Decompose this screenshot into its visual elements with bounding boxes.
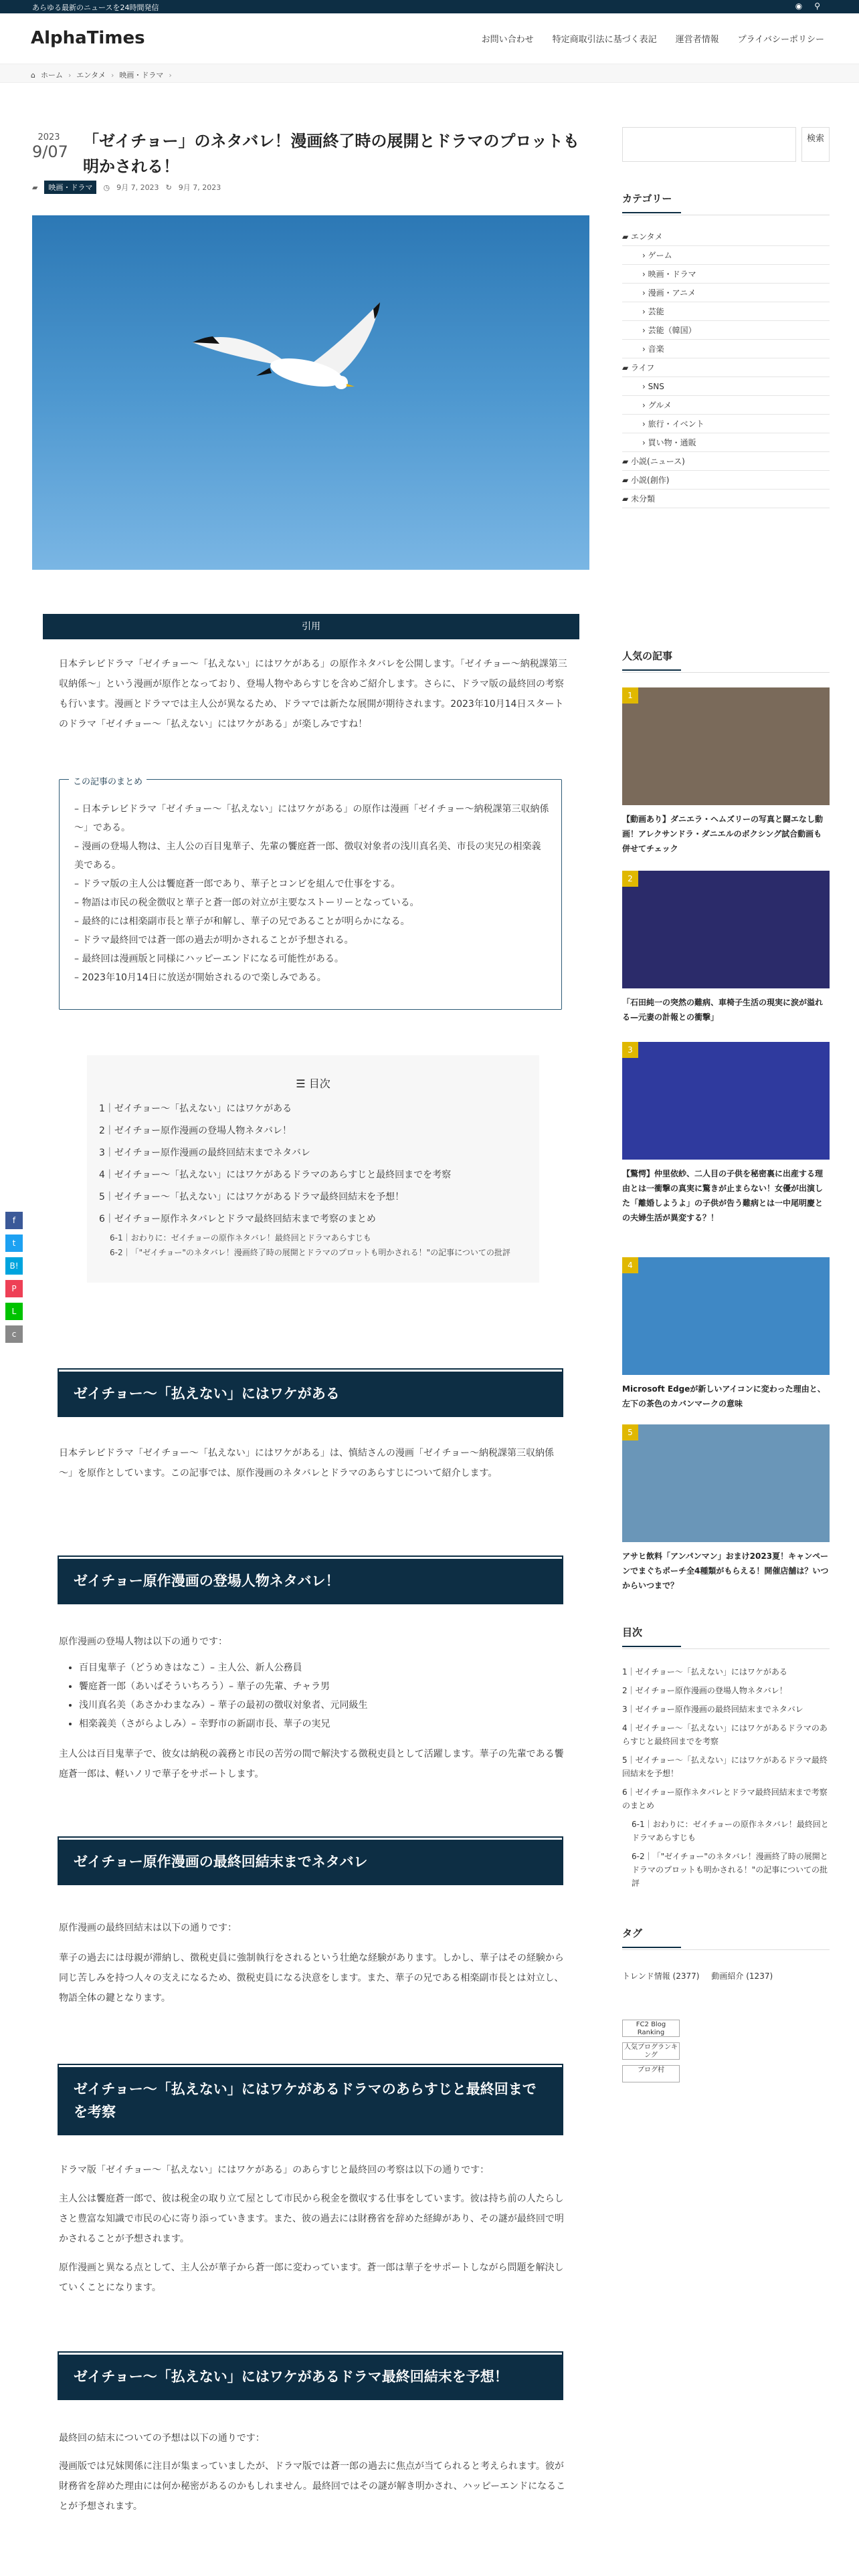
hatena-share-button[interactable]: B! xyxy=(5,1257,23,1275)
category-item[interactable]: › 映画・ドラマ xyxy=(622,265,830,284)
section-paragraph: 華子の過去には母親が滞納し、徴税吏員に強制執行をされるという壮絶な経験があります。しかし、華子はその経験から同じ苦しみを持つ人々の支えになるため、徴税吏員になる決意をします。また、華子の兄である相楽副市長とは対立し、物語全体の鍵となります。 xyxy=(59,1953,564,2004)
section-heading: ゼイチョー原作漫画の最終回結末までネタバレ xyxy=(59,1838,562,1884)
section-paragraph: 主人公は饗庭蒼一郎で、彼は税金の取り立て屋として市民から税金を徴収する仕事をしています。彼は持ち前の人たらしさと豊富な知識で市民の心に寄り添っていきます。また、彼の過去には財務省を辞めた経緯があり、その謎が最終回で明かされることが予想されます。 xyxy=(59,2193,564,2244)
section-heading: ゼイチョー～「払えない」にはワケがあるドラマ最終回結末を予想！ xyxy=(59,2353,562,2399)
hero-image xyxy=(32,215,589,570)
category-item[interactable]: › グルメ xyxy=(622,396,830,415)
summary-item: – ドラマ最終回では蒼一郎の過去が明かされることが予想される。 xyxy=(74,935,354,946)
toc-item[interactable]: 2｜ゼイチョー原作漫画の登場人物ネタバレ！ xyxy=(99,1125,292,1136)
toc-subitem[interactable]: 6-2｜「"ゼイチョー"のネタバレ！漫画終了時の展開とドラマのプロットも明かされる！"の記事についての批評 xyxy=(632,1852,828,1888)
popular-title[interactable]: アサヒ飲料「アンパンマン」おまけ2023夏！キャンペーンでまぐちポーチ全4種類がもらえる！開催店舗は？いつからいつまで？ xyxy=(622,1551,829,1590)
updated-date: 9月 7, 2023 xyxy=(178,183,221,192)
character-list xyxy=(70,1658,538,1733)
section-heading: ゼイチョー～「払えない」にはワケがある xyxy=(59,1370,562,1416)
tag-heading: タグ xyxy=(622,1926,681,1948)
rank-badge: 3 xyxy=(622,1042,638,1058)
twitter-share-button[interactable]: t xyxy=(5,1235,23,1252)
category-item[interactable]: › 音楽 xyxy=(622,340,830,358)
post-date xyxy=(32,132,66,161)
category-item[interactable]: › 買い物・通販 xyxy=(622,433,830,452)
table-of-contents xyxy=(87,1055,539,1283)
category-heading: カテゴリー xyxy=(622,191,681,213)
main-nav xyxy=(482,32,824,45)
summary-item: – 最終回は漫画版と同様にハッピーエンドになる可能性がある。 xyxy=(74,954,344,964)
copy-link-button[interactable]: c xyxy=(5,1325,23,1343)
top-bar xyxy=(0,0,859,13)
toc-item[interactable]: 3｜ゼイチョー原作漫画の最終回結末までネタバレ xyxy=(622,1705,803,1714)
list-icon: ☰ xyxy=(296,1077,309,1090)
popular-thumbnail[interactable] xyxy=(622,871,830,988)
toc-subitem[interactable]: 6-2｜「"ゼイチョー"のネタバレ！漫画終了時の展開とドラマのプロットも明かされる！"の記事についての批評 xyxy=(110,1248,510,1257)
toc-item[interactable]: 3｜ゼイチョー原作漫画の最終回結末までネタバレ xyxy=(99,1148,310,1158)
share-buttons xyxy=(5,1212,23,1348)
ranking-badge[interactable]: ブログ村 xyxy=(622,2065,680,2082)
popular-title[interactable]: 【動画あり】ダニエラ・ヘムズリーの写真と闘エなし動画！アレクサンドラ・ダニエルのボクシング試合動画も併せてチェック xyxy=(622,815,824,853)
toc-item[interactable]: 5｜ゼイチョー～「払えない」にはワケがあるドラマ最終回結末を予想！ xyxy=(622,1755,828,1778)
rank-badge: 4 xyxy=(622,1257,638,1273)
popular-title[interactable]: 【驚愕】仲里依紗、二人目の子供を秘密裏に出産する理由とは一衝撃の真実に驚きが止まらない！女優が出演した「離婚しようよ」の子供が告う難病とは一中尾明慶との夫婦生活が異変する？！ xyxy=(622,1169,824,1222)
category-item[interactable]: ▰ ライフ xyxy=(622,358,830,377)
summary-item: – 最終的には相楽副市長と華子が和解し、華子の兄であることが明らかになる。 xyxy=(74,916,410,927)
facebook-share-button[interactable]: f xyxy=(5,1212,23,1229)
sidebar-search-input[interactable] xyxy=(622,127,796,162)
rss-icon[interactable]: ◉ xyxy=(795,1,803,11)
sidebar-toc-heading: 目次 xyxy=(622,1625,681,1647)
sidebar-toc xyxy=(622,1665,830,1895)
ranking-badge[interactable]: 人気ブログランキング xyxy=(622,2042,680,2060)
article-title: 「ゼイチョー」のネタバレ！漫画終了時の展開とドラマのプロットも明かされる！ xyxy=(83,132,579,176)
popular-thumbnail[interactable] xyxy=(622,1424,830,1542)
article-meta xyxy=(32,181,221,194)
tag-item[interactable]: トレンド情報 (2377) xyxy=(622,1971,700,1981)
toc-title: 目次 xyxy=(308,1077,330,1090)
breadcrumb-entame[interactable]: エンタメ xyxy=(76,71,106,80)
toc-item[interactable]: 6｜ゼイチョー原作ネタバレとドラマ最終回結末まで考察のまとめ xyxy=(99,1214,376,1224)
category-item[interactable]: ▰ 小説(ニュース) xyxy=(622,452,830,471)
section-heading: ゼイチョー原作漫画の登場人物ネタバレ！ xyxy=(59,1557,562,1603)
quote-label: 引用 xyxy=(43,614,579,639)
section-paragraph: 日本テレビドラマ「ゼイチョー～「払えない」にはワケがある」は、慎結さんの漫画「ゼイチョー～納税課第三収納係～」を原作としています。この記事では、原作漫画のネタバレとドラマのあらすじについて紹介します。 xyxy=(59,1448,555,1479)
category-item[interactable]: › 芸能 xyxy=(622,302,830,321)
category-item[interactable]: › SNS xyxy=(622,377,830,396)
summary-item: – 漫画の登場人物は、主人公の百目鬼華子、先輩の饗庭蒼一郎、徴収対象者の浅川真名美、市長の実兄の相楽義美である。 xyxy=(74,841,541,871)
category-item[interactable]: › 旅行・イベント xyxy=(622,415,830,433)
popular-thumbnail[interactable] xyxy=(622,1042,830,1160)
post-month-day: 9/07 xyxy=(32,142,68,161)
section-paragraph: 主人公は百目鬼華子で、彼女は納税の義務と市民の苦労の間で解決する徴税吏員として活躍します。華子の先輩である饗庭蒼一郎は、軽いノリで華子をサポートします。 xyxy=(59,1749,564,1780)
refresh-icon: ↻ xyxy=(165,183,172,192)
summary-title: この記事のまとめ xyxy=(69,774,147,787)
article-lead: 日本テレビドラマ「ゼイチョー～「払えない」にはワケがある」の原作ネタバレを公開します。「ゼイチョー～納税課第三収納係～」という漫画が原作となっており、登場人物やあらすじを含めご紹介します。さらに、ドラマ版の最終回の考察も行います。漫画とドラマでは主人公が異なるため、ドラマでは新たな展開が期待されます。2023年10月14日スタートのドラマ「ゼイチョー～「払えない」にはワケがある」が楽しみですね！ xyxy=(59,659,567,730)
site-logo[interactable]: AlphaTimes xyxy=(31,28,145,48)
post-year: 2023 xyxy=(37,132,60,142)
published-date: 9月 7, 2023 xyxy=(116,183,159,192)
home-icon: ⌂ xyxy=(31,70,35,80)
toc-item[interactable]: 5｜ゼイチョー～「払えない」にはワケがあるドラマ最終回結末を予想！ xyxy=(99,1192,405,1202)
category-item[interactable]: ▰ 小説(創作) xyxy=(622,471,830,490)
popular-title[interactable]: Microsoft Edgeが新しいアイコンに変わった理由と、左下の茶色のカバンマークの意味 xyxy=(622,1384,826,1408)
list-item: • 相楽義美（さがらよしみ）– 幸野市の新副市長、華子の実兄 xyxy=(79,1715,538,1733)
search-icon[interactable]: ⚲ xyxy=(814,1,820,11)
ranking-badge[interactable]: FC2 Blog Ranking xyxy=(622,2020,680,2037)
popular-title[interactable]: 「石田純一の突然の難病、車椅子生活の現実に涙が溢れる—元妻の計報との衝撃」 xyxy=(622,998,824,1022)
section-paragraph: 原作漫画と異なる点として、主人公が華子から蒼一郎に変わっています。蒼一郎は華子をサポートしながら問題を解決していくことになります。 xyxy=(59,2262,564,2293)
folder-icon: ▰ xyxy=(32,183,38,192)
tag-item[interactable]: 動画紹介 (1237) xyxy=(711,1971,773,1981)
breadcrumb-drama[interactable]: 映画・ドラマ xyxy=(119,71,164,80)
breadcrumb-home[interactable]: ホーム xyxy=(40,71,63,80)
category-item[interactable]: › ゲーム xyxy=(622,246,830,265)
list-item: • 百目鬼華子（どうめきはなこ）– 主人公、新人公務員 xyxy=(79,1658,538,1677)
tag-list xyxy=(622,1970,773,1981)
sidebar-search-button[interactable]: 検索 xyxy=(801,127,830,162)
section-heading: ゼイチョー～「払えない」にはワケがあるドラマのあらすじと最終回までを考察 xyxy=(59,2065,562,2134)
nav-operator[interactable]: 運営者情報 xyxy=(675,35,719,45)
category-item[interactable]: ▰ エンタメ xyxy=(622,227,830,246)
rank-badge: 2 xyxy=(622,871,638,887)
popular-thumbnail[interactable] xyxy=(622,1257,830,1375)
category-list xyxy=(622,227,830,508)
popular-heading: 人気の記事 xyxy=(622,649,681,671)
toc-item[interactable]: 4｜ゼイチョー～「払えない」にはワケがあるドラマのあらすじと最終回までを考察 xyxy=(622,1723,828,1746)
category-item[interactable]: › 漫画・アニメ xyxy=(622,284,830,302)
site-header xyxy=(0,13,859,64)
rank-badge: 5 xyxy=(622,1424,638,1440)
ranking-badges xyxy=(622,2020,680,2088)
toc-item[interactable]: 4｜ゼイチョー～「払えない」にはワケがあるドラマのあらすじと最終回までを考察 xyxy=(99,1170,452,1180)
section-paragraph: 原作漫画の登場人物は以下の通りです： xyxy=(59,1636,227,1647)
nav-contact[interactable]: お問い合わせ xyxy=(481,35,534,45)
toc-item[interactable]: 6｜ゼイチョー原作ネタバレとドラマ最終回結末まで考察のまとめ xyxy=(622,1788,828,1810)
clock-icon: ◷ xyxy=(103,183,110,192)
summary-item: – 2023年10月14日に放送が開始されるので楽しみである。 xyxy=(74,972,326,983)
summary-item: – 物語は市民の税金徴収と華子と蒼一郎の対立が主要なストーリーとなっている。 xyxy=(74,897,419,908)
category-badge[interactable]: 映画・ドラマ xyxy=(44,181,96,194)
breadcrumb: ⌂ ホーム › エンタメ › 映画・ドラマ › xyxy=(0,64,859,83)
section-paragraph: 最終回の結末についての予想は以下の通りです： xyxy=(59,2433,265,2444)
toc-subitem[interactable]: 6-1｜おわりに：ゼイチョーの原作ネタバレ！最終回とドラマあらすじも xyxy=(110,1233,371,1243)
top-bar-text: あらゆる最新のニュースを24時間発信 xyxy=(32,3,159,12)
popular-thumbnail[interactable] xyxy=(622,687,830,805)
list-item: • 浅川真名美（あさかわまなみ）– 華子の最初の徴収対象者、元同級生 xyxy=(79,1696,538,1715)
category-item[interactable]: ▰ 未分類 xyxy=(622,490,830,508)
section-paragraph: ドラマ版「ゼイチョー～「払えない」にはワケがある」のあらすじと最終回の考察は以下の通りです： xyxy=(59,2165,490,2175)
nav-privacy[interactable]: プライバシーポリシー xyxy=(737,35,824,45)
section-paragraph: 原作漫画の最終回結末は以下の通りです： xyxy=(59,1923,237,1933)
rank-badge: 1 xyxy=(622,687,638,704)
toc-subitem[interactable]: 6-1｜おわりに：ゼイチョーの原作ネタバレ！最終回とドラマあらすじも xyxy=(632,1820,829,1842)
summary-item: – ドラマ版の主人公は饗庭蒼一郎であり、華子とコンビを組んで仕事をする。 xyxy=(74,879,401,889)
section-paragraph: 漫画版では兄妹関係に注目が集まっていましたが、ドラマ版では蒼一郎の過去に焦点が当てられると考えられます。彼が財務省を辞めた理由には何か秘密があるのかもしれません。最終回ではその謎が解き明かされ、ハッピーエンドになることが予想されます。 xyxy=(59,2461,566,2512)
toc-item[interactable]: 1｜ゼイチョー～「払えない」にはワケがある xyxy=(99,1103,292,1114)
toc-item[interactable]: 2｜ゼイチョー原作漫画の登場人物ネタバレ！ xyxy=(622,1686,787,1695)
nav-commerce[interactable]: 特定商取引法に基づく表記 xyxy=(552,35,657,45)
summary-box xyxy=(59,779,562,1010)
pocket-share-button[interactable]: P xyxy=(5,1280,23,1297)
line-share-button[interactable]: L xyxy=(5,1303,23,1320)
toc-item[interactable]: 1｜ゼイチョー～「払えない」にはワケがある xyxy=(622,1667,787,1677)
list-item: • 饗庭蒼一郎（あいばそういちろう）– 華子の先輩、チャラ男 xyxy=(79,1677,538,1696)
category-item[interactable]: › 芸能（韓国） xyxy=(622,321,830,340)
summary-item: – 日本テレビドラマ「ゼイチョー～「払えない」にはワケがある」の原作は漫画「ゼイチョー～納税課第三収納係～」である。 xyxy=(74,804,549,833)
seagull-illustration xyxy=(32,215,589,570)
